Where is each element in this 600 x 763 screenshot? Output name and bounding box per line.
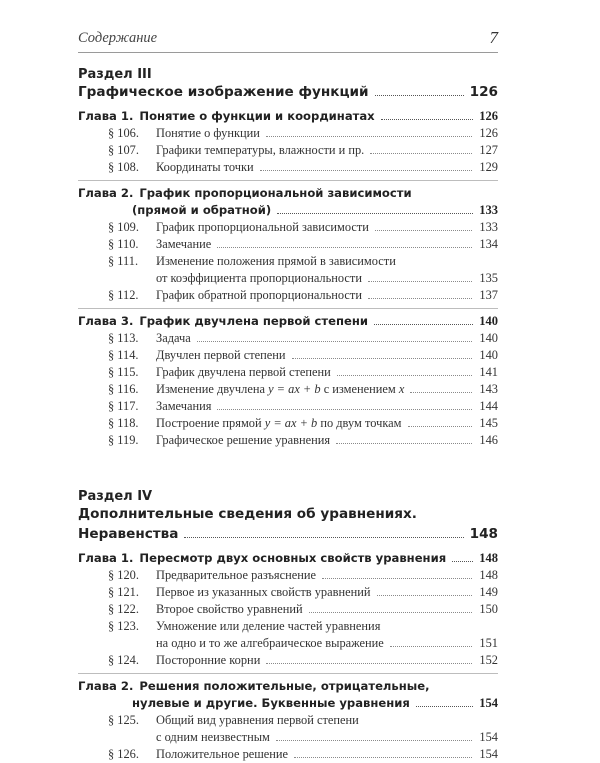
chapter-heading: Глава 1. Понятие о функции и координатах 126 bbox=[78, 109, 498, 123]
section-107: § 107. Графики температуры, влажности и пр. 127 bbox=[108, 143, 498, 157]
formula: y = ax + b bbox=[264, 416, 318, 430]
part-4-title-line-2: Неравенства 148 bbox=[78, 526, 498, 542]
chapter-heading: Глава 3. График двучлена первой степени 140 bbox=[78, 314, 498, 328]
header-page-number: 7 bbox=[489, 28, 498, 47]
section-124: § 124. Посторонние корни 152 bbox=[108, 653, 498, 667]
section-111: § 111. Изменение положения прямой в зависимости bbox=[108, 254, 396, 268]
chapter-heading: Глава 2. График пропорциональной зависимости bbox=[78, 186, 412, 200]
chapter-heading-cont: (прямой и обратной) 133 bbox=[132, 203, 498, 217]
part-3-chapter-2 bbox=[78, 180, 498, 304]
section-112: § 112. График обратной пропорциональности 137 bbox=[108, 288, 498, 302]
section-115: § 115. График двучлена первой степени 141 bbox=[108, 365, 498, 379]
part-3-label: Раздел III bbox=[78, 67, 152, 82]
section-125: § 125. Общий вид уравнения первой степени bbox=[108, 713, 359, 727]
section-125-cont: с одним неизвестным 154 bbox=[156, 730, 498, 744]
part-4-chapter-1 bbox=[78, 546, 498, 669]
part-4-label: Раздел IV bbox=[78, 489, 153, 504]
chapter-heading-cont: нулевые и другие. Буквенные уравнения 154 bbox=[132, 696, 498, 710]
section-119: § 119. Графическое решение уравнения 146 bbox=[108, 433, 498, 447]
chapter-heading: Глава 2. Решения положительные, отрицательные, bbox=[78, 679, 430, 693]
section-123: § 123. Умножение или деление частей уравнения bbox=[108, 619, 381, 633]
leader-dots bbox=[375, 95, 464, 96]
section-120: § 120. Предварительное разъяснение 148 bbox=[108, 568, 498, 582]
part-3-chapter-3 bbox=[78, 308, 498, 449]
formula-var: x bbox=[398, 382, 405, 396]
section-106: § 106. Понятие о функции 126 bbox=[108, 126, 498, 140]
part-4-title-line-1: Дополнительные сведения об уравнениях. bbox=[78, 506, 417, 522]
part-3-title: Графическое изображение функций 126 bbox=[78, 84, 498, 100]
section-113: § 113. Задача 140 bbox=[108, 331, 498, 345]
section-109: § 109. График пропорциональной зависимости 133 bbox=[108, 220, 498, 234]
header-title: Содержание bbox=[78, 30, 158, 46]
section-116: § 116. Изменение двучлена y = ax + b с изменением x 143 bbox=[108, 382, 498, 396]
section-122: § 122. Второе свойство уравнений 150 bbox=[108, 602, 498, 616]
part-4-page: 148 bbox=[469, 526, 498, 542]
section-121: § 121. Первое из указанных свойств уравнений 149 bbox=[108, 585, 498, 599]
section-117: § 117. Замечания 144 bbox=[108, 399, 498, 413]
section-123-cont: на одно и то же алгебраическое выражение 151 bbox=[156, 636, 498, 650]
part-3-chapter-1 bbox=[78, 104, 498, 176]
section-111-cont: от коэффициента пропорциональности 135 bbox=[156, 271, 498, 285]
section-108: § 108. Координаты точки 129 bbox=[108, 160, 498, 174]
part-3-page: 126 bbox=[469, 84, 498, 100]
section-126: § 126. Положительное решение 154 bbox=[108, 747, 498, 761]
running-header bbox=[78, 28, 498, 53]
toc-page bbox=[78, 28, 498, 763]
section-114: § 114. Двучлен первой степени 140 bbox=[108, 348, 498, 362]
formula: y = ax + b bbox=[268, 382, 321, 396]
section-118: § 118. Построение прямой y = ax + b по двум точкам 145 bbox=[108, 416, 498, 430]
section-110: § 110. Замечание 134 bbox=[108, 237, 498, 251]
chapter-heading: Глава 1. Пересмотр двух основных свойств уравнения 148 bbox=[78, 551, 498, 565]
